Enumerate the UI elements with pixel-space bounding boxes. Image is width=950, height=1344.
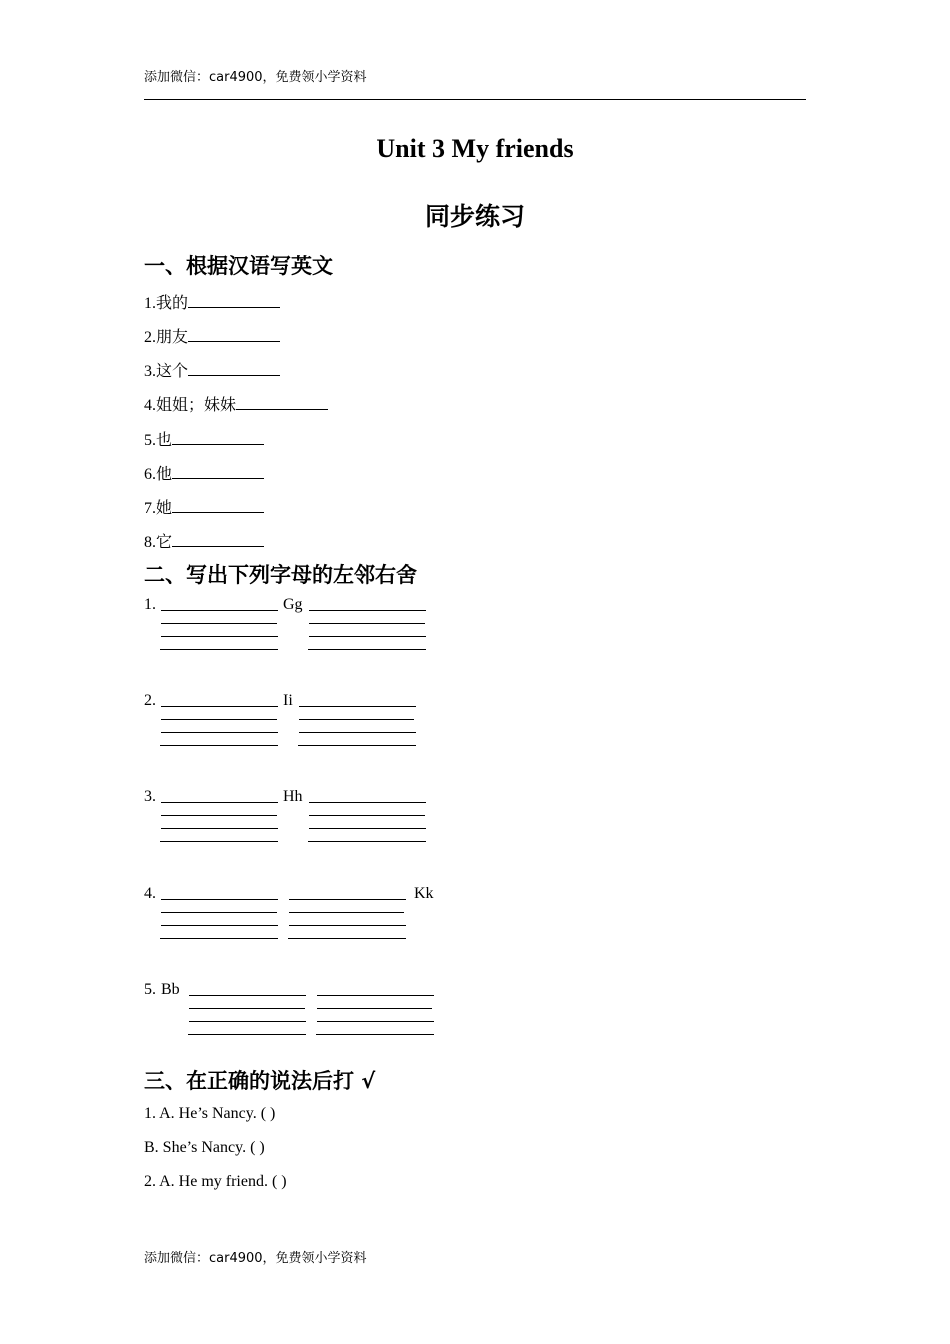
list-item: 4.姐姐；妹妹 [144,392,328,415]
writing-line[interactable] [309,815,425,816]
writing-line[interactable] [309,623,425,624]
writing-line[interactable] [317,1008,432,1009]
exercise-number: 5. [144,981,156,998]
writing-line[interactable] [161,732,278,733]
writing-line[interactable] [316,1034,434,1035]
writing-line[interactable] [309,802,426,803]
writing-line[interactable] [188,1034,306,1035]
list-item: 3.这个 [144,358,280,381]
writing-line[interactable] [309,610,426,611]
list-item: 1.我的 [144,290,280,313]
answer-blank[interactable] [172,498,264,513]
answer-blank[interactable] [172,464,264,479]
writing-line[interactable] [189,1008,305,1009]
given-letter: Ii [283,692,293,709]
writing-line[interactable] [189,995,306,996]
list-item: 2.朋友 [144,324,280,347]
list-item: 6.他 [144,461,264,484]
section-3-heading: 三、在正确的说法后打 √ [144,1069,376,1093]
writing-line[interactable] [160,841,278,842]
writing-line[interactable] [161,802,278,803]
writing-line[interactable] [160,745,278,746]
page-subtitle: 同步练习 [424,202,525,231]
given-letter: Bb [161,981,180,998]
list-item: 8.它 [144,529,264,552]
given-letter: Kk [414,885,434,902]
list-item: 1. A. He’s Nancy. ( ) [144,1105,276,1122]
writing-line[interactable] [160,938,278,939]
exercise-number: 2. [144,692,156,709]
given-letter: Gg [283,596,303,613]
answer-blank[interactable] [188,361,280,376]
list-item: 5.也 [144,427,264,450]
writing-line[interactable] [308,841,426,842]
writing-line[interactable] [161,623,277,624]
list-item: 2. A. He my friend. ( ) [144,1173,287,1190]
writing-line[interactable] [161,899,278,900]
section-2-heading: 二、写出下列字母的左邻右舍 [144,563,417,587]
writing-line[interactable] [317,1021,434,1022]
writing-line[interactable] [289,925,406,926]
header-rule [144,99,806,100]
writing-line[interactable] [289,899,406,900]
writing-line[interactable] [161,828,278,829]
exercise-number: 4. [144,885,156,902]
writing-line[interactable] [189,1021,306,1022]
answer-blank[interactable] [188,293,280,308]
writing-line[interactable] [289,912,404,913]
answer-blank[interactable] [172,430,264,445]
writing-line[interactable] [161,706,278,707]
writing-line[interactable] [161,815,277,816]
writing-line[interactable] [161,719,277,720]
answer-blank[interactable] [172,532,264,547]
writing-line[interactable] [298,745,416,746]
footer-note: 添加微信：car4900，免费领小学资料 [144,1251,367,1266]
writing-line[interactable] [317,995,434,996]
writing-line[interactable] [299,706,416,707]
list-item: B. She’s Nancy. ( ) [144,1139,265,1156]
writing-line[interactable] [308,649,426,650]
writing-line[interactable] [161,912,277,913]
writing-line[interactable] [299,732,416,733]
writing-line[interactable] [309,828,426,829]
writing-line[interactable] [309,636,426,637]
writing-line[interactable] [299,719,414,720]
writing-line[interactable] [288,938,406,939]
exercise-number: 1. [144,596,156,613]
page-title: Unit 3 My friends [376,134,574,163]
writing-line[interactable] [161,636,278,637]
writing-line[interactable] [161,925,278,926]
given-letter: Hh [283,788,303,805]
section-1-heading: 一、根据汉语写英文 [144,254,333,278]
header-note: 添加微信：car4900，免费领小学资料 [144,70,367,85]
answer-blank[interactable] [236,395,328,410]
exercise-number: 3. [144,788,156,805]
list-item: 7.她 [144,495,264,518]
writing-line[interactable] [161,610,278,611]
writing-line[interactable] [160,649,278,650]
answer-blank[interactable] [188,327,280,342]
